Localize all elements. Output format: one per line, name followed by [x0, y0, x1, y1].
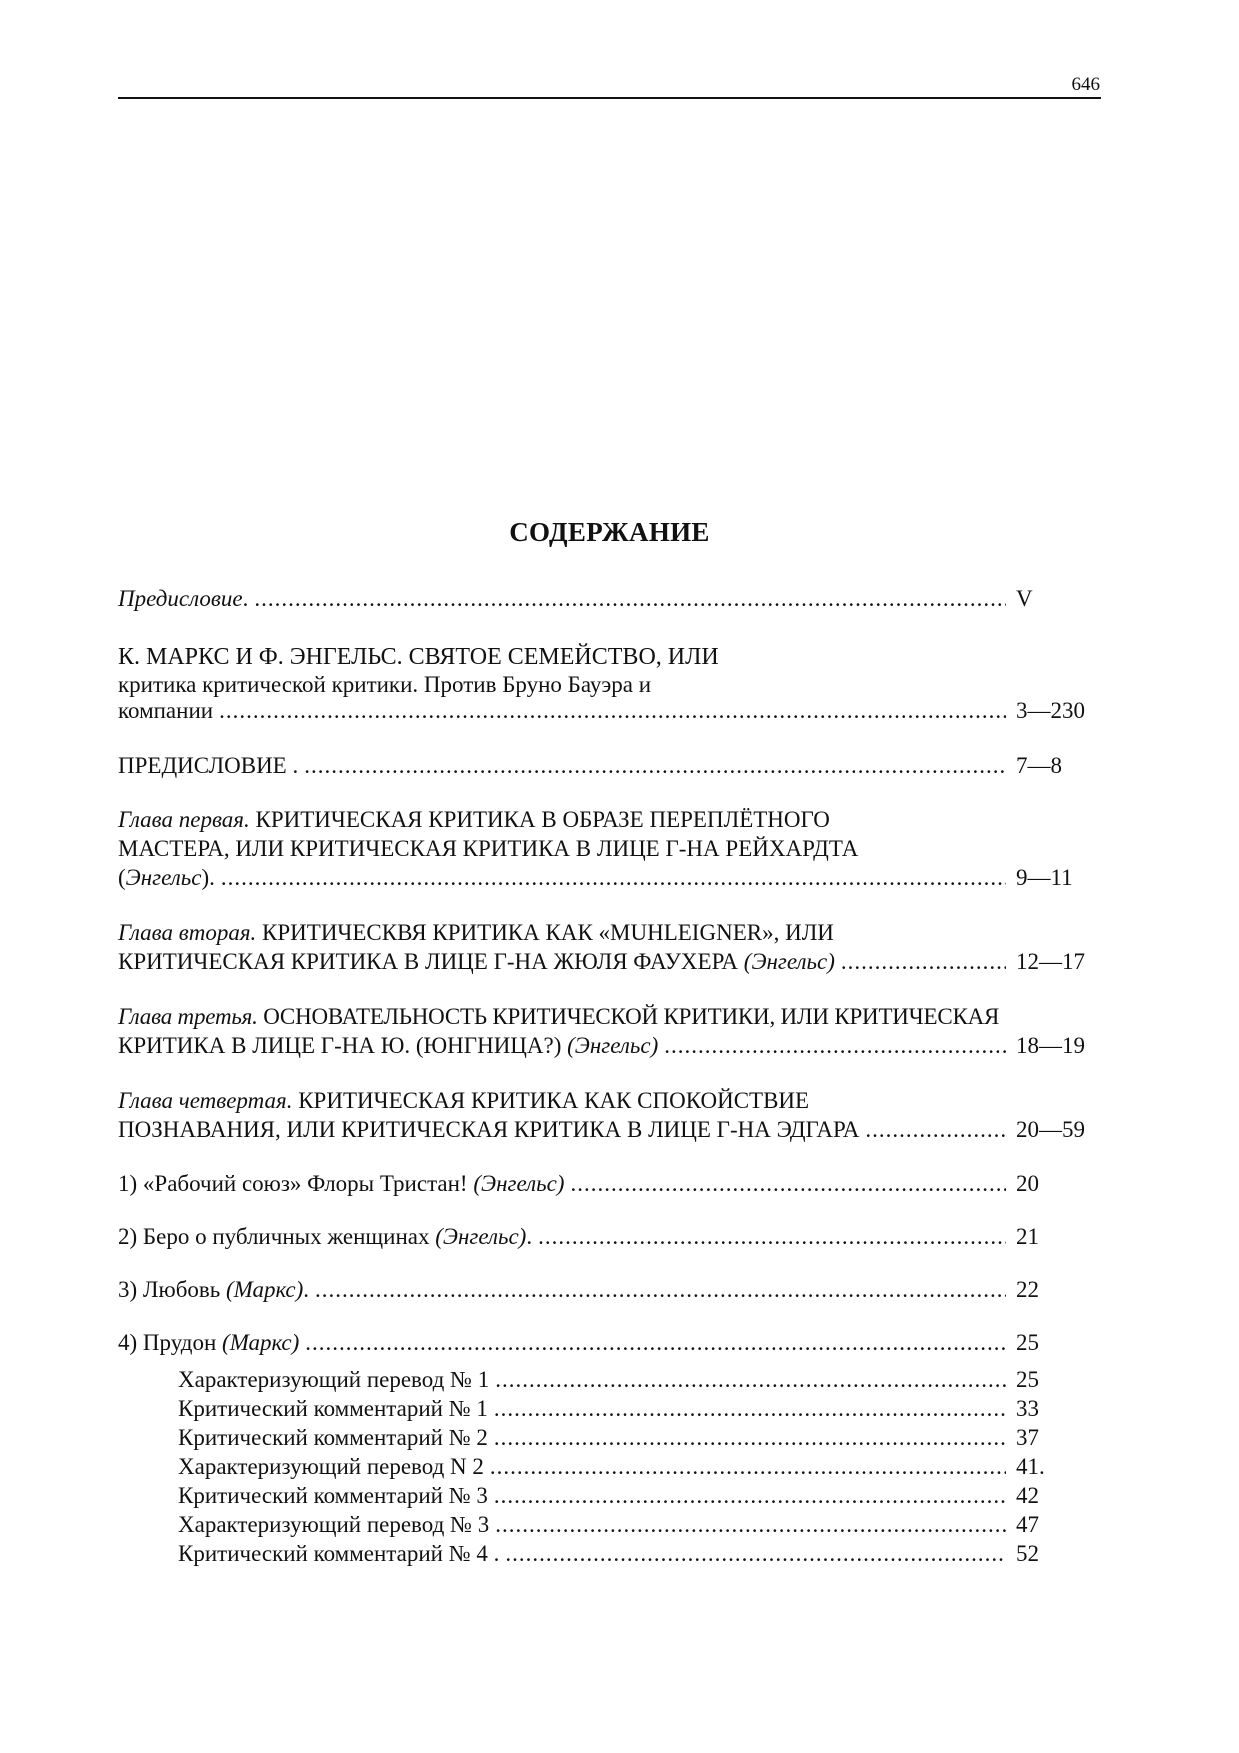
toc-subitem [118, 1481, 1102, 1510]
leader-dots [494, 1394, 1006, 1423]
leader-dots [221, 863, 1006, 892]
author-name: (Энгельс) [567, 1033, 659, 1058]
author-name: (Энгельс) [473, 1171, 565, 1196]
toc-subitem-text: Критический комментарий № 2 [178, 1425, 488, 1450]
toc-page-ref: 21 [1016, 1224, 1039, 1249]
toc-subitem [118, 1510, 1102, 1539]
chapter-label: Глава первая. [118, 807, 250, 832]
toc-page-ref: 22 [1016, 1277, 1039, 1302]
toc-subsection-list [118, 1365, 1102, 1568]
toc-page-ref: 47 [1016, 1512, 1039, 1537]
toc-entry-chapter-2 [118, 918, 1102, 976]
toc-subitem-text: Критический комментарий № 3 [178, 1483, 488, 1508]
leader-dots [304, 751, 1006, 780]
author-name: (Энгельс) [435, 1224, 527, 1249]
toc-subitem [118, 1539, 1102, 1568]
toc-entry-section-3 [118, 1275, 1102, 1304]
toc-entry-line: МАСТЕРА, ИЛИ КРИТИЧЕСКАЯ КРИТИКА В ЛИЦЕ Г-НА РЕЙХАРДТА [118, 836, 859, 861]
leader-dots [495, 1365, 1006, 1394]
toc-entry-text: ). [201, 865, 215, 890]
toc-entry-holy-family [118, 643, 1102, 724]
leader-dots [495, 1510, 1006, 1539]
toc-entry-text: ПРЕДИСЛОВИЕ . [118, 753, 299, 778]
leader-dots [664, 1031, 1006, 1060]
leader-dots [254, 584, 1006, 613]
toc-entry-line [118, 805, 1102, 834]
toc-page-ref: 52 [1016, 1541, 1039, 1566]
toc-page-ref: 20—59 [1016, 1117, 1085, 1142]
toc-subitem-text: Характеризующий перевод № 3 [178, 1512, 490, 1537]
toc-entry-text: . [242, 586, 249, 611]
toc-page-ref: 33 [1016, 1396, 1039, 1421]
author-name: (Энгельс) [743, 949, 835, 974]
leader-dots [865, 1115, 1006, 1144]
page-title: СОДЕРЖАНИЕ [509, 517, 710, 547]
toc-page-ref: 25 [1016, 1330, 1039, 1355]
toc-entry-chapter-4 [118, 1086, 1102, 1144]
leader-dots [490, 1452, 1006, 1481]
toc-page-ref: 20 [1016, 1171, 1039, 1196]
toc-entry-text: 4) Прудон [118, 1330, 223, 1355]
author-name: (Маркс) [222, 1330, 300, 1355]
toc-page-ref: 42 [1016, 1483, 1039, 1508]
toc-subitem-text: Критический комментарий № 1 [178, 1396, 488, 1421]
toc-entry-section-1 [118, 1169, 1102, 1198]
toc-entry-text-italic: Предисловие [118, 586, 243, 611]
chapter-label: Глава третья. [118, 1004, 258, 1029]
leader-dots [841, 947, 1006, 976]
chapter-title: ОСНОВАТЕЛЬНОСТЬ КРИТИЧЕСКОЙ КРИТИКИ, ИЛИ КРИТИЧЕСКАЯ [257, 1004, 1000, 1029]
toc-subitem-text: Характеризующий перевод N 2 [178, 1454, 484, 1479]
chapter-title: КРИТИЧЕСКВЯ КРИТИКА КАК «MUHLEIGNER», ИЛИ [256, 920, 834, 945]
chapter-title: КРИТИЧЕСКАЯ КРИТИКА В ОБРАЗЕ ПЕРЕПЛЁТНОГО [249, 807, 830, 832]
toc-entry-line [118, 918, 1102, 947]
toc-entry-foreword [118, 751, 1102, 780]
toc-page-ref: 12—17 [1016, 949, 1085, 974]
toc-entry-line: К. МАРКС И Ф. ЭНГЕЛЬС. СВЯТОЕ СЕМЕЙСТВО, ИЛИ [118, 644, 719, 670]
chapter-label: Глава четвертая. [118, 1088, 293, 1113]
leader-dots [505, 1539, 1006, 1568]
toc-entry-text: КРИТИЧЕСКАЯ КРИТИКА В ЛИЦЕ Г-НА ЖЮЛЯ ФАУХЕРА [118, 949, 744, 974]
toc-entry-line: критика критической критики. Против Бруно Бауэра и [118, 672, 652, 697]
leader-dots [538, 1222, 1006, 1251]
leader-dots [219, 698, 1006, 724]
toc-page-ref: 37 [1016, 1425, 1039, 1450]
table-of-contents [118, 584, 1102, 1568]
toc-page-ref: 9—11 [1016, 865, 1073, 890]
toc-entry-text: . [526, 1224, 533, 1249]
toc-subitem [118, 1394, 1102, 1423]
toc-page-ref: V [1016, 586, 1033, 611]
toc-page-ref: 41. [1016, 1454, 1045, 1479]
toc-subitem [118, 1423, 1102, 1452]
toc-entry-text: КРИТИКА В ЛИЦЕ Г-НА Ю. (ЮНГНИЦА?) [118, 1033, 568, 1058]
toc-entry-text: . [303, 1277, 309, 1302]
toc-entry-line [118, 1086, 1102, 1115]
toc-entry-text: 2) Беро о публичных женщинах [118, 1224, 436, 1249]
toc-entry-text: 1) «Рабочий союз» Флоры Тристан! [118, 1171, 474, 1196]
toc-entry-chapter-3 [118, 1002, 1102, 1060]
toc-entry-text: компании [118, 698, 214, 723]
chapter-title: КРИТИЧЕСКАЯ КРИТИКА КАК СПОКОЙСТВИЕ [292, 1088, 810, 1113]
toc-entry-text: 3) Любовь [118, 1277, 226, 1302]
toc-entry-section-2 [118, 1222, 1102, 1251]
toc-page-ref: 7—8 [1016, 753, 1062, 778]
author-name: (Маркс) [226, 1277, 304, 1302]
leader-dots [494, 1481, 1006, 1510]
toc-entry-chapter-1 [118, 805, 1102, 892]
toc-subitem [118, 1452, 1102, 1481]
toc-subitem-text: Характеризующий перевод № 1 [178, 1367, 490, 1392]
leader-dots [570, 1169, 1006, 1198]
toc-entry-preface [118, 584, 1102, 613]
toc-entry-text: ПОЗНАВАНИЯ, ИЛИ КРИТИЧЕСКАЯ КРИТИКА В ЛИЦЕ Г-НА ЭДГАРА [118, 1117, 860, 1142]
toc-page-ref: 18—19 [1016, 1033, 1085, 1058]
chapter-label: Глава вторая. [118, 920, 257, 945]
toc-entry-text: ( [118, 865, 126, 890]
header-rule [118, 97, 1101, 99]
toc-page-ref: 25 [1016, 1367, 1039, 1392]
leader-dots [494, 1423, 1006, 1452]
page-number: 646 [1071, 74, 1100, 95]
toc-page-ref: 3—230 [1016, 698, 1085, 723]
author-name: Энгельс [125, 865, 202, 890]
leader-dots [305, 1328, 1006, 1357]
toc-subitem [118, 1365, 1102, 1394]
toc-entry-section-4 [118, 1328, 1102, 1357]
leader-dots [315, 1275, 1006, 1304]
toc-entry-line [118, 1002, 1102, 1031]
toc-subitem-text: Критический комментарий № 4 . [178, 1541, 500, 1566]
